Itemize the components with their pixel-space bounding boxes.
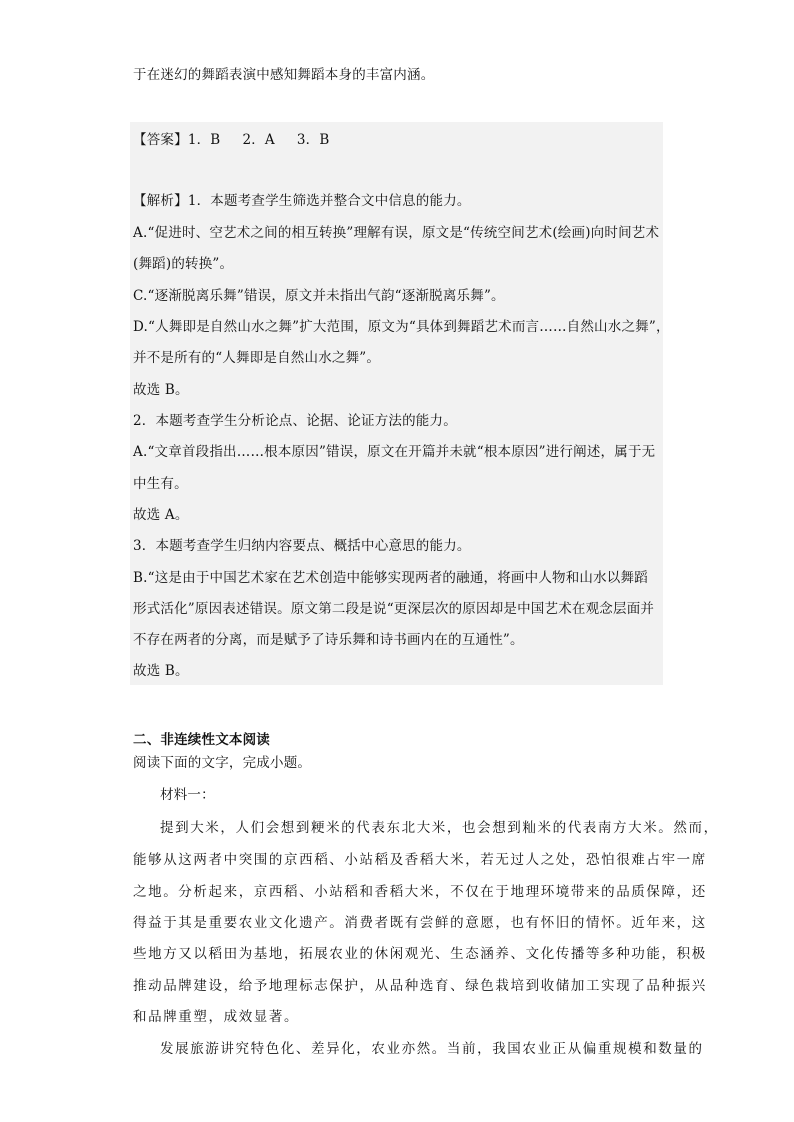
material-paragraph-line: 和品牌重塑，成效显著。 xyxy=(133,1009,300,1025)
analysis-line: C.“逐渐脱离乐舞”错误，原文并未指出气韵“逐渐脱离乐舞”。 xyxy=(133,288,505,304)
answer-item: 3．B xyxy=(296,132,330,148)
analysis-line: 故选 B。 xyxy=(133,382,189,398)
analysis-line: D.“人舞即是自然山水之舞”扩大范围，原文为“具体到舞蹈艺术而言……自然山水之舞”， xyxy=(133,319,670,335)
material-paragraph-line: 能够从这两者中突围的京西稻、小站稻及香稻大米，若无过人之处，恐怕很难占牢一席 xyxy=(133,852,707,868)
answer-line xyxy=(133,132,330,148)
analysis-line: B.“这是由于中国艺术家在艺术创造中能够实现两者的融通，将画中人物和山水以舞蹈 xyxy=(133,570,648,586)
analysis-line: 故选 A。 xyxy=(133,507,189,523)
material-paragraph-line: 得益于其是重要农业文化遗产。消费者既有尝鲜的意愿，也有怀旧的情怀。近年来，这 xyxy=(133,915,707,931)
analysis-line: (舞蹈)的转换”。 xyxy=(133,256,234,272)
material-paragraph-line: 之地。分析起来，京西稻、小站稻和香稻大米，不仅在于地理环境带来的品质保障，还 xyxy=(133,884,707,900)
analysis-label: 【解析】 xyxy=(133,193,188,209)
material-paragraph-line: 提到大米，人们会想到粳米的代表东北大米，也会想到籼米的代表南方大米。然而， xyxy=(160,820,719,836)
analysis-line: A.“文章首段指出……根本原因”错误，原文在开篇并未就“根本原因”进行阐述，属于无 xyxy=(133,444,656,460)
analysis-line: 形式活化”原因表述错误。原文第二段是说“更深层次的原因却是中国艺术在观念层面并 xyxy=(133,601,655,617)
analysis-line: 并不是所有的“人舞即是自然山水之舞”。 xyxy=(133,350,381,366)
analysis-line: 中生有。 xyxy=(133,476,188,492)
material-paragraph-line: 些地方又以稻田为基地，拓展农业的休闲观光、生态涵养、文化传播等多种功能，积极 xyxy=(133,946,707,962)
analysis-line: 3．本题考查学生归纳内容要点、概括中心意思的能力。 xyxy=(133,538,471,554)
analysis-line: A.“促进时、空艺术之间的相互转换”理解有误，原文是“传统空间艺术(绘画)向时间艺术 xyxy=(133,225,660,241)
answer-item: 2．A xyxy=(242,132,275,148)
analysis-line: 2．本题考查学生分析论点、论据、论证方法的能力。 xyxy=(133,413,457,429)
analysis-line: 不存在两者的分离，而是赋予了诗乐舞和诗书画内在的互通性”。 xyxy=(133,632,524,648)
answer-item: 1．B xyxy=(187,132,221,148)
analysis-line: 故选 B。 xyxy=(133,663,189,679)
section-instruction: 阅读下面的文字，完成小题。 xyxy=(133,755,312,771)
intro-text: 于在迷幻的舞蹈表演中感知舞蹈本身的丰富内涵。 xyxy=(133,67,435,83)
material-paragraph-line: 发展旅游讲究特色化、差异化，农业亦然。当前，我国农业正从偏重规模和数量的 xyxy=(160,1041,704,1057)
material-paragraph-line: 推动品牌建设，给予地理标志保护，从品种选育、绿色栽培到收储加工实现了品种振兴 xyxy=(133,978,707,994)
answer-label: 【答案】 xyxy=(133,132,188,148)
section-heading: 二、非连续性文本阅读 xyxy=(133,732,270,748)
analysis-text: 1．本题考查学生筛选并整合文中信息的能力。 xyxy=(187,193,471,209)
analysis-line xyxy=(133,193,471,209)
material-label: 材料一： xyxy=(160,787,215,803)
